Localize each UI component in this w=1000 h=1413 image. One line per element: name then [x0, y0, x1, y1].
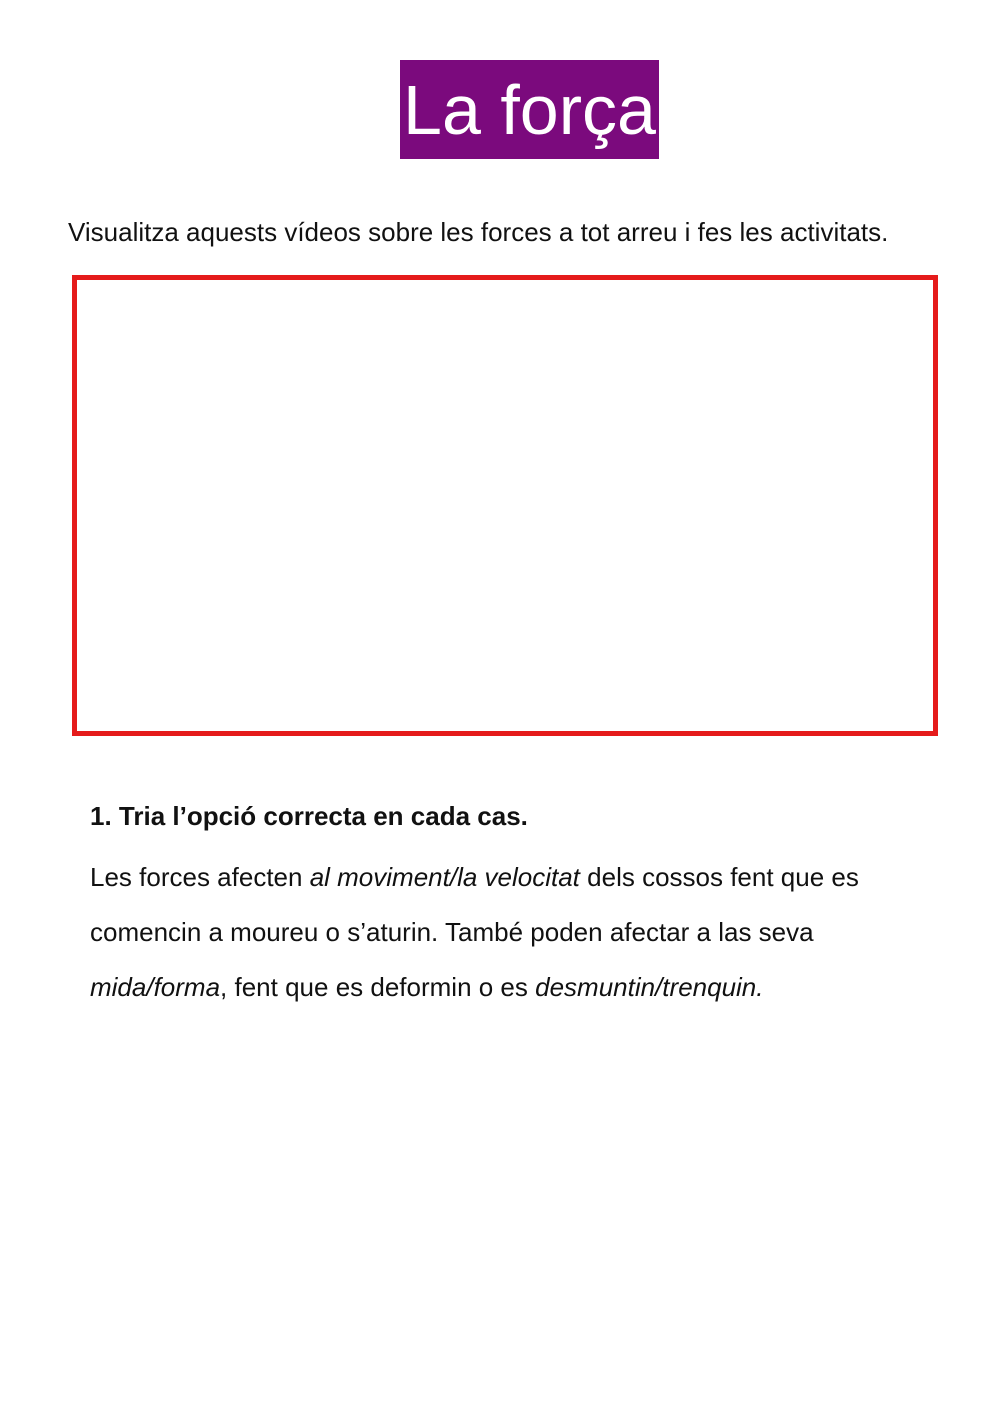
instructions-text: Visualitza aquests vídeos sobre les forces a tot arreu i fes les activitats. [68, 217, 889, 247]
video-embed-frame[interactable] [72, 275, 938, 736]
option-choice-movement[interactable]: al moviment/la velocitat [309, 862, 580, 892]
option-choice-break[interactable]: desmuntin/trenquin. [535, 972, 764, 1002]
exercise-block [90, 796, 930, 1015]
exercise-text-segment: dels cossos fent que es comencin a moureu o s’aturin. També poden afectar a las seva [90, 862, 859, 947]
exercise-paragraph [90, 850, 930, 1015]
page-title-banner [400, 60, 659, 159]
option-choice-size-shape[interactable]: mida/forma [90, 972, 221, 1002]
exercise-text-segment: Les forces afecten [90, 862, 310, 892]
exercise-text-segment: , fent que es deformin o es [220, 972, 536, 1002]
page-title: La força [403, 70, 656, 149]
exercise-title: 1. Tria l’opció correcta en cada cas. [90, 801, 528, 831]
